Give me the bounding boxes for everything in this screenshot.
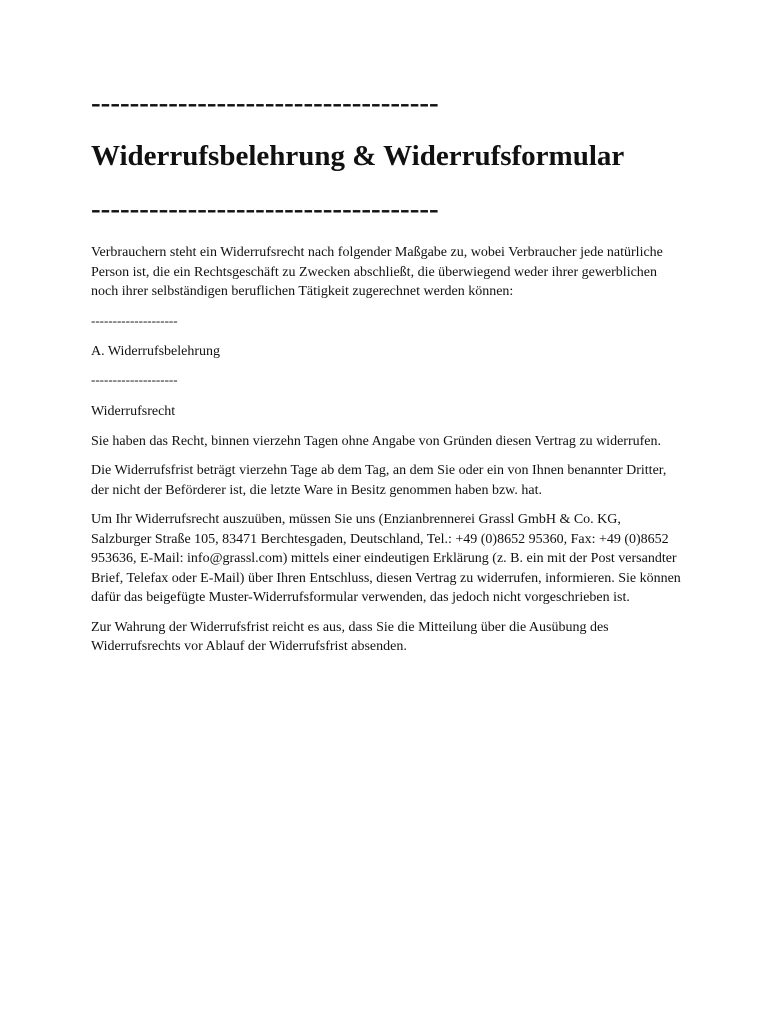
section-rule-bottom: -------------------- bbox=[91, 372, 178, 387]
paragraph-timeliness: Zur Wahrung der Widerrufsfrist reicht es aus, dass Sie die Mitteilung über die Ausübung des Widerrufsrechts vor Ablauf der Widerrufsfrist absenden. bbox=[91, 619, 609, 654]
section-heading-a: A. Widerrufsbelehrung bbox=[91, 343, 221, 359]
paragraph-right: Sie haben das Recht, binnen vierzehn Tagen ohne Angabe von Gründen diesen Vertrag zu widerrufen. bbox=[91, 433, 661, 449]
paragraph-deadline: Die Widerrufsfrist beträgt vierzehn Tage ab dem Tag, an dem Sie oder ein von Ihnen benannter Dritter, der nicht der Beförderer ist, die letzte Ware in Besitz genommen haben bzw. hat. bbox=[91, 463, 667, 498]
intro-paragraph: Verbrauchern steht ein Widerrufsrecht nach folgender Maßgabe zu, wobei Verbraucher jede natürliche Person ist, die ein Rechtsgeschäft zu Zwecken abschließt, die überwiegend weder ihrer gewerblichen noch ihrer selbständigen beruflichen Tätigkeit zugerechnet werden können: bbox=[91, 245, 663, 299]
document-page bbox=[91, 86, 681, 657]
subheading-widerrufsrecht: Widerrufsrecht bbox=[91, 404, 176, 419]
title-rule-bottom: ------------------------------------ bbox=[91, 193, 439, 225]
document-title: Widerrufsbelehrung & Widerrufsformular bbox=[91, 140, 625, 172]
title-rule-top: ------------------------------------ bbox=[91, 87, 439, 119]
paragraph-exercise: Um Ihr Widerrufsrecht auszuüben, müssen Sie uns (Enzianbrennerei Grassl GmbH & Co. KG, Salzburger Straße 105, 83471 Berchtesgaden, Deutschland, Tel.: +49 (0)8652 95360, Fax: +49 (0)8652 953636, E-Mail: info@grassl.com) mittels einer eindeutigen Erklärung (z. B. ein mit der Post versandter Brief, Telefax oder E-Mail) über Ihren Entschluss, diesen Vertrag zu widerrufen, informieren. Sie können dafür das beigefügte Muster-Widerrufsformular verwenden, das jedoch nicht vorgeschrieben ist. bbox=[91, 512, 681, 605]
section-rule-top: -------------------- bbox=[91, 312, 178, 328]
